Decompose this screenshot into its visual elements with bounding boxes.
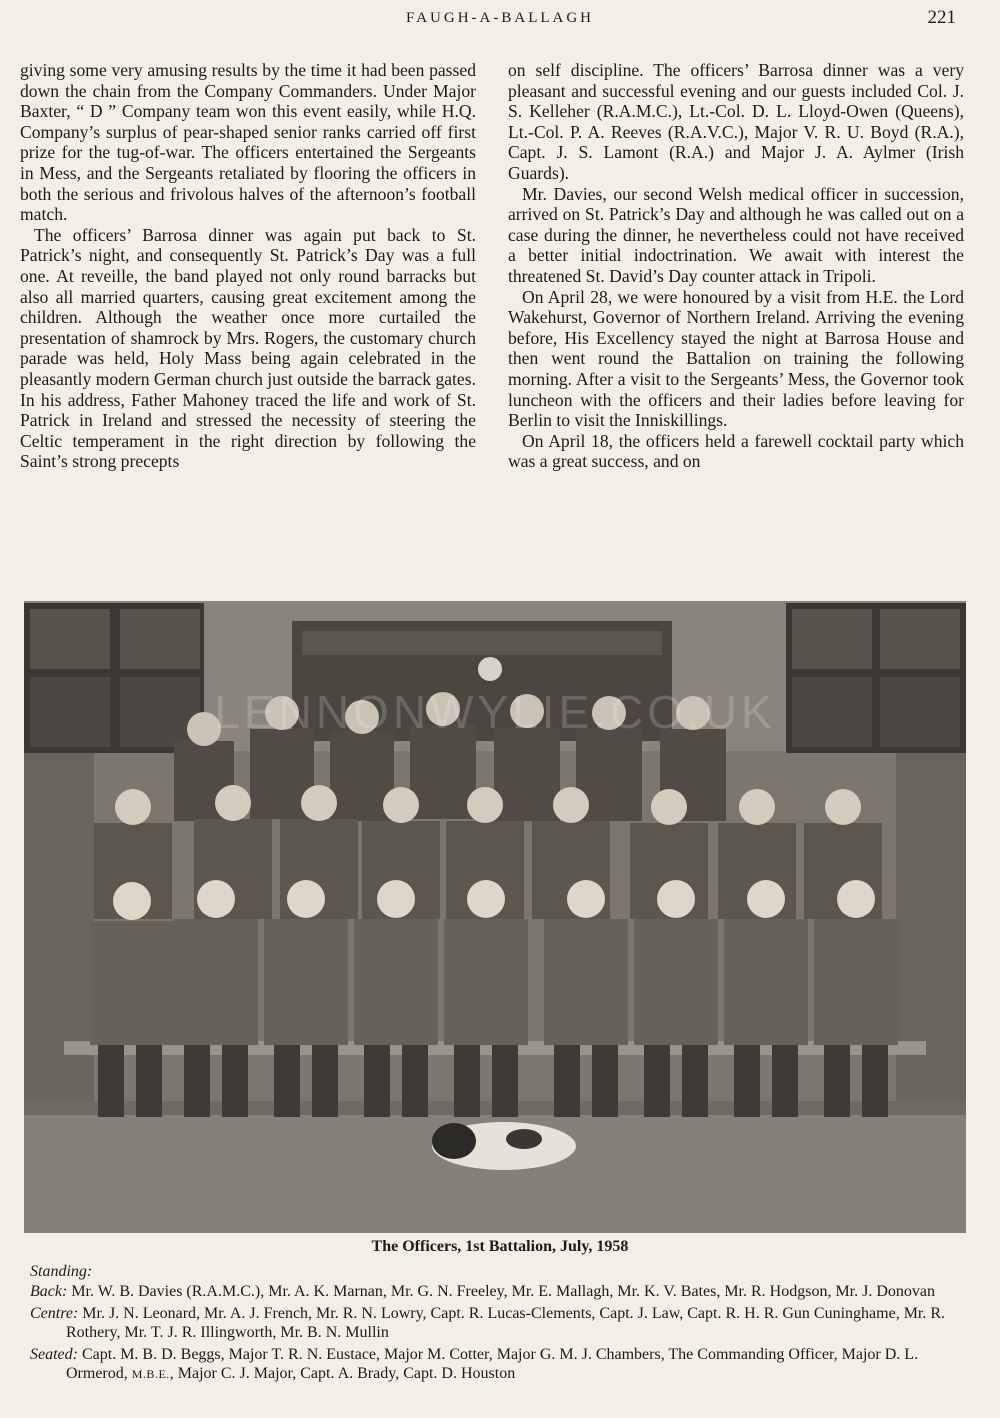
back-label: Back: bbox=[30, 1282, 68, 1300]
group-photograph bbox=[24, 601, 966, 1233]
article-body bbox=[20, 60, 970, 580]
standing-label: Standing: bbox=[30, 1263, 93, 1280]
paragraph: Mr. Davies, our second Welsh medical officer in succession, arrived on St. Patrick’s Day and although he was called out on a case during the dinner, he nevertheless could not have received a better initial indoctrination. We await with interest the threatened St. David’s Day counter attack in Tripoli. bbox=[508, 183, 964, 286]
centre-row-credits bbox=[30, 1305, 970, 1342]
back-names: Mr. W. B. Davies (R.A.M.C.), Mr. A. K. Marnan, Mr. G. N. Freeley, Mr. E. Mallagh, Mr. K. V. Bates, Mr. R. Hodgson, Mr. J. Donovan bbox=[71, 1282, 936, 1300]
centre-label: Centre: bbox=[30, 1305, 79, 1322]
centre-names: Mr. J. N. Leonard, Mr. A. J. French, Mr. R. N. Lowry, Capt. R. Lucas-Clements, Capt. J. Law, Capt. R. H. R. Gun Cuninghame, Mr. R. Rothery, Mr. T. J. R. Illingworth, Mr. B. N. Mullin bbox=[66, 1305, 946, 1341]
running-header bbox=[0, 6, 1000, 32]
paragraph: on self discipline. The officers’ Barrosa dinner was a very pleasant and successful evening and our guests included Col. J. S. Kelleher (R.A.M.C.), Lt.-Col. D. L. Lloyd-Owen (Queens), Lt.-Col. P. A. Reeves (R.A.V.C.), Major V. R. U. Boyd (R.A.), Capt. J. S. Lamont (R.A.) and Major J. A. Aylmer (Irish Guards). bbox=[508, 60, 964, 183]
paragraph: On April 18, the officers held a farewell cocktail party which was a great success, and on bbox=[508, 430, 964, 472]
left-column bbox=[20, 60, 476, 472]
paragraph: The officers’ Barrosa dinner was again put back to St. Patrick’s night, and consequently St. Patrick’s Day was a full one. At reveille, the band played not only round barracks but also all married quarters, causing great excitement among the children. Although the weather once more curtailed the presentation of shamrock by Mrs. Rogers, the customary church parade was held, Holy Mass being again celebrated in the pleasantly modern German church just outside the barrack gates. In his address, Father Mahoney traced the life and work of St. Patrick in Ireland and stressed the necessity of steering the Celtic temperament in the right direction by following the Saint’s strong precepts bbox=[20, 224, 476, 472]
mbe-honour: M.B.E. bbox=[131, 1366, 170, 1381]
seated-names: Capt. M. B. D. Beggs, Major T. R. N. Eustace, Major M. Cotter, Major G. M. J. Chambers, The Commanding Officer, Major D. L. Ormerod, bbox=[66, 1346, 919, 1382]
back-row-credits bbox=[30, 1283, 970, 1302]
photo-watermark: LENNONWYLIE.CO.UK bbox=[214, 686, 776, 738]
running-title: FAUGH-A-BALLAGH bbox=[405, 10, 595, 26]
photo-credits bbox=[30, 1263, 970, 1387]
seated-label: Seated: bbox=[30, 1346, 78, 1363]
page-number: 221 bbox=[927, 7, 956, 28]
seated-names-continued: , Major C. J. Major, Capt. A. Brady, Capt. D. Houston bbox=[169, 1364, 516, 1382]
paragraph: giving some very amusing results by the time it had been passed down the chain from the Company Commanders. Under Major Baxter, “ D ” Company team won this event easily, while H.Q. Company’s surplus of pear-shaped senior ranks carried off first prize for the tug-of-war. The officers entertained the Sergeants in Mess, and the Sergeants retaliated by flooring the officers in both the serious and frivolous halves of the afternoon’s football match. bbox=[20, 60, 476, 225]
photo-caption-title: The Officers, 1st Battalion, July, 1958 bbox=[371, 1238, 629, 1255]
paragraph: On April 28, we were honoured by a visit from H.E. the Lord Wakehurst, Governor of Northern Ireland. Arriving the evening before, His Excellency stayed the night at Barrosa House and then went round the Battalion on training the following morning. After a visit to the Sergeants’ Mess, the Governor took luncheon with the officers and their ladies before leaving for Berlin to visit the Inniskillings. bbox=[508, 286, 964, 431]
seated-row-credits bbox=[30, 1346, 970, 1383]
right-column bbox=[508, 60, 964, 472]
